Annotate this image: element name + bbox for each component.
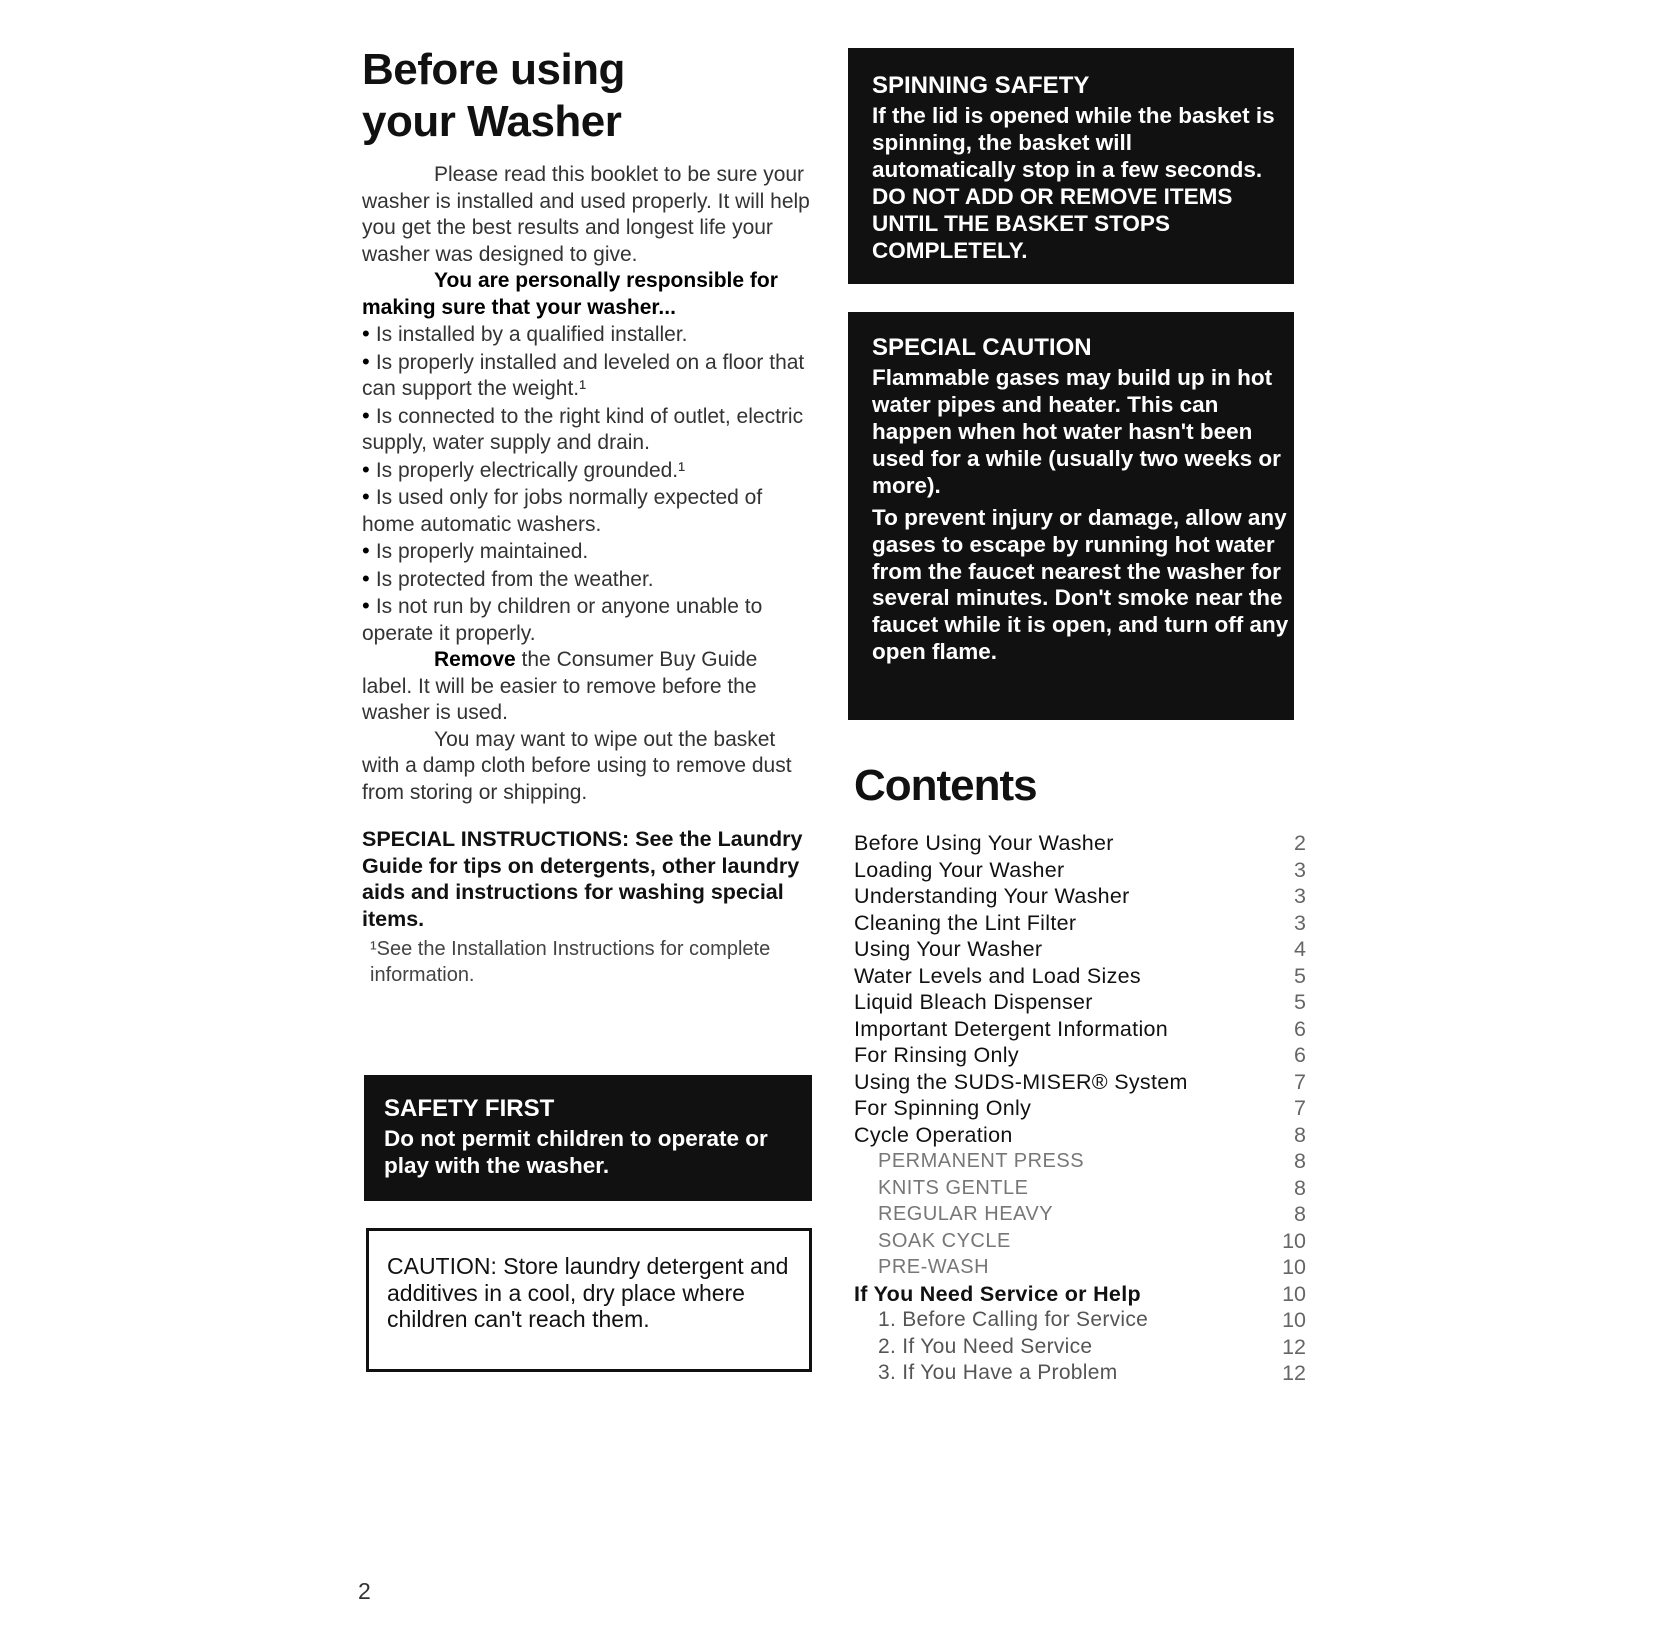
toc-page: 12 <box>1282 1334 1306 1359</box>
toc-row <box>854 1281 1306 1308</box>
toc-row <box>854 1095 1306 1122</box>
toc-page: 6 <box>1294 1043 1306 1067</box>
toc-page: 12 <box>1282 1361 1306 1385</box>
toc-page: 3 <box>1294 884 1306 908</box>
contents-heading: Contents <box>854 761 1037 810</box>
toc-label: Liquid Bleach Dispenser <box>854 990 1093 1014</box>
toc-row <box>854 830 1306 857</box>
toc-row <box>854 1307 1306 1334</box>
toc-row <box>854 1201 1306 1228</box>
toc-label: KNITS GENTLE <box>878 1176 1029 1199</box>
caution-box: CAUTION: Store laundry detergent and additives in a cool, dry place where children can't reach them. <box>366 1228 812 1372</box>
list-item: • Is properly installed and leveled on a floor that can support the weight.¹ <box>362 349 812 403</box>
page-number: 2 <box>358 1578 371 1604</box>
toc-row <box>854 936 1306 963</box>
toc-label: If You Need Service or Help <box>854 1281 1141 1306</box>
safety-first-box <box>364 1075 812 1201</box>
responsibility-list <box>362 321 812 647</box>
toc-row <box>854 1228 1306 1255</box>
list-item: • Is properly maintained. <box>362 538 812 566</box>
toc-page: 7 <box>1294 1069 1306 1094</box>
remove-text: the Consumer Buy Guide label. It will be easier to remove before the washer is used. <box>362 648 758 724</box>
wipe-paragraph: You may want to wipe out the basket with a damp cloth before using to remove dust from storing or shipping. <box>362 727 792 804</box>
toc-page: 8 <box>1294 1149 1306 1173</box>
toc-row <box>854 1334 1306 1361</box>
toc-row <box>854 1069 1306 1096</box>
toc-label: Loading Your Washer <box>854 857 1065 882</box>
toc-page: 10 <box>1282 1281 1306 1306</box>
toc-row <box>854 910 1306 937</box>
toc-page: 8 <box>1294 1202 1306 1226</box>
toc-page: 5 <box>1294 990 1306 1014</box>
toc-page: 10 <box>1282 1308 1306 1332</box>
remove-label-paragraph <box>362 647 812 727</box>
toc-row <box>854 883 1306 910</box>
list-item: • Is protected from the weather. <box>362 566 812 594</box>
list-item: • Is connected to the right kind of outlet, electric supply, water supply and drain. <box>362 403 812 457</box>
toc-row <box>854 1016 1306 1043</box>
contents-section <box>854 760 1306 1387</box>
toc-label: PERMANENT PRESS <box>878 1150 1085 1172</box>
toc-label: Water Levels and Load Sizes <box>854 963 1141 988</box>
left-column <box>362 44 812 988</box>
toc-row <box>854 857 1306 884</box>
toc-label: Before Using Your Washer <box>854 831 1114 855</box>
toc-label: PRE-WASH <box>878 1256 990 1278</box>
list-item: • Is used only for jobs normally expected of home automatic washers. <box>362 484 812 538</box>
title-line-1: Before using <box>362 45 625 94</box>
toc-page: 2 <box>1294 831 1306 855</box>
toc-label: Understanding Your Washer <box>854 884 1130 908</box>
toc-label: Important Detergent Information <box>854 1016 1169 1041</box>
intro-paragraph: Please read this booklet to be sure your washer is installed and used properly. It will help you get the best results and longest life your washer was designed to give. <box>362 163 810 266</box>
list-item: • Is properly electrically grounded.¹ <box>362 457 812 485</box>
spinning-safety-box <box>848 48 1294 284</box>
toc-row <box>854 1148 1306 1175</box>
toc-label: Using the SUDS-MISER® System <box>854 1069 1188 1094</box>
toc-label: 1. Before Calling for Service <box>878 1308 1149 1331</box>
toc-row <box>854 1175 1306 1202</box>
list-item: • Is not run by children or anyone unable to operate it properly. <box>362 593 812 647</box>
toc-row <box>854 963 1306 990</box>
toc-page: 7 <box>1294 1096 1306 1120</box>
toc-label: Cleaning the Lint Filter <box>854 910 1077 935</box>
toc-label: 3. If You Have a Problem <box>878 1361 1118 1384</box>
toc-page: 6 <box>1294 1016 1306 1041</box>
toc-label: For Spinning Only <box>854 1096 1032 1120</box>
special-caution-heading: SPECIAL CAUTION <box>872 334 1092 361</box>
toc-page: 3 <box>1294 857 1306 882</box>
remove-bold: Remove <box>434 648 516 671</box>
toc-label: SOAK CYCLE <box>878 1229 1011 1252</box>
toc-label: Cycle Operation <box>854 1122 1013 1147</box>
toc-label: Using Your Washer <box>854 937 1043 961</box>
special-caution-body-1: Flammable gases may build up in hot water pipes and heater. This can happen when hot water hasn't been used for a while (usually two weeks or more). <box>872 365 1281 498</box>
responsibility-heading: You are personally responsible for making sure that your washer... <box>362 269 778 319</box>
list-item: • Is installed by a qualified installer. <box>362 321 812 349</box>
safety-first-heading: SAFETY FIRST <box>384 1095 555 1122</box>
page-title <box>362 44 812 148</box>
footnote: ¹See the Installation Instructions for complete information. <box>370 938 771 986</box>
toc-page: 10 <box>1282 1228 1306 1253</box>
toc-page: 4 <box>1294 937 1306 961</box>
special-caution-body-2: To prevent injury or damage, allow any gases to escape by running hot water from the faucet nearest the washer for several minutes. Don't smoke near the faucet while it is open, and turn off any open flame. <box>872 505 1289 664</box>
toc-row <box>854 1122 1306 1149</box>
toc-page: 5 <box>1294 963 1306 988</box>
toc-page: 10 <box>1282 1255 1306 1279</box>
toc-page: 8 <box>1294 1122 1306 1147</box>
toc-label: REGULAR HEAVY <box>878 1203 1054 1225</box>
toc-row <box>854 1360 1306 1387</box>
toc-row <box>854 989 1306 1016</box>
spinning-safety-body: If the lid is opened while the basket is spinning, the basket will automatically stop in a few seconds. DO NOT ADD OR REMOVE ITEMS UNTIL THE BASKET STOPS COMPLETELY. <box>872 103 1275 263</box>
special-instructions: SPECIAL INSTRUCTIONS: See the Laundry Guide for tips on detergents, other laundry aids and instructions for washing special items. <box>362 827 803 931</box>
toc-page: 8 <box>1294 1175 1306 1200</box>
spinning-safety-heading: SPINNING SAFETY <box>872 72 1090 99</box>
toc-row <box>854 1254 1306 1281</box>
safety-first-body: Do not permit children to operate or play with the washer. <box>384 1126 768 1178</box>
special-caution-box <box>848 312 1294 720</box>
title-line-2: your Washer <box>362 97 622 146</box>
toc-page: 3 <box>1294 910 1306 935</box>
toc-label: 2. If You Need Service <box>878 1334 1093 1358</box>
toc-row <box>854 1042 1306 1069</box>
toc-label: For Rinsing Only <box>854 1043 1019 1067</box>
